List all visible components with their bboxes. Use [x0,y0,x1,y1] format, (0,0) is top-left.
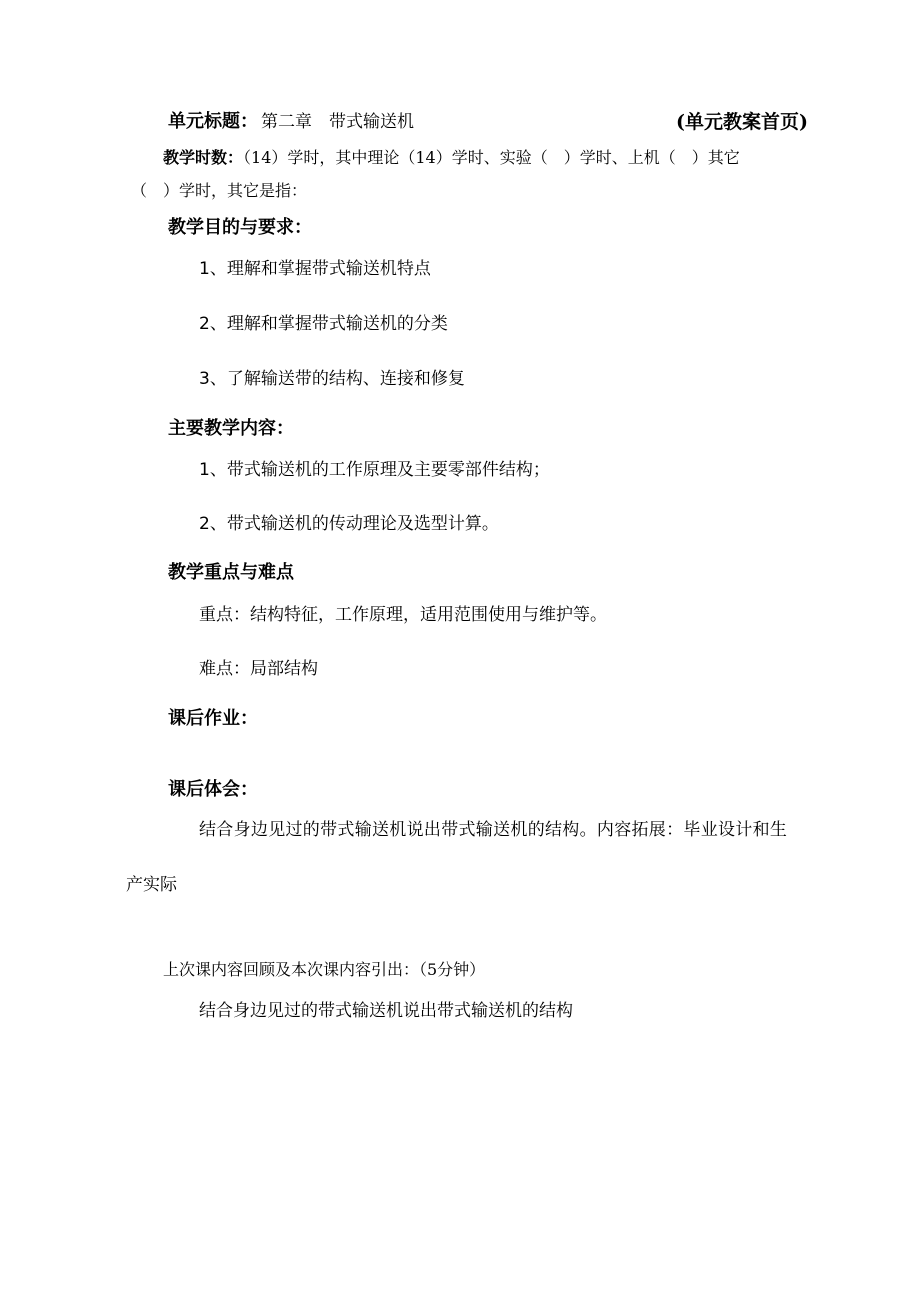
objective-item: 2、理解和掌握带式输送机的分类 [199,314,448,334]
key-points-heading: 教学重点与难点 [168,562,294,583]
teaching-hours-text: （14）学时，其中理论（14）学时、实验（ ）学时、上机（ ）其它 [243,148,740,167]
review-heading: 上次课内容回顾及本次课内容引出：（5分钟） [163,960,486,979]
main-content-heading: 主要教学内容： [168,418,294,439]
unit-title-label: 单元标题： [168,111,258,132]
main-content-item: 2、带式输送机的传动理论及选型计算。 [199,514,499,534]
teaching-hours-label: 教学时数： [163,148,244,167]
objective-item: 3、了解输送带的结构、连接和修复 [199,369,465,389]
review-body-text: 结合身边见过的带式输送机说出带式输送机的结构 [199,1001,573,1021]
reflection-text-line-2: 产实际 [126,875,177,895]
difficult-point-text: 难点：局部结构 [199,659,318,679]
homework-heading: 课后作业： [168,708,258,729]
page-note: (单元教案首页) [676,111,808,133]
objective-item: 1、理解和掌握带式输送机特点 [199,259,431,279]
teaching-hours-line-2: （ ）学时，其它是指： [131,181,308,200]
unit-title-value: 第二章 带式输送机 [261,112,414,132]
teaching-hours-line-1 [163,150,823,166]
key-point-text: 重点：结构特征，工作原理，适用范围使用与维护等。 [199,605,607,625]
objectives-heading: 教学目的与要求： [168,217,312,238]
reflection-heading: 课后体会： [168,779,258,800]
main-content-item: 1、带式输送机的工作原理及主要零部件结构； [199,460,550,480]
reflection-text-line-1: 结合身边见过的带式输送机说出带式输送机的结构。内容拓展：毕业设计和生 [199,820,788,840]
unit-title-row [168,113,808,135]
